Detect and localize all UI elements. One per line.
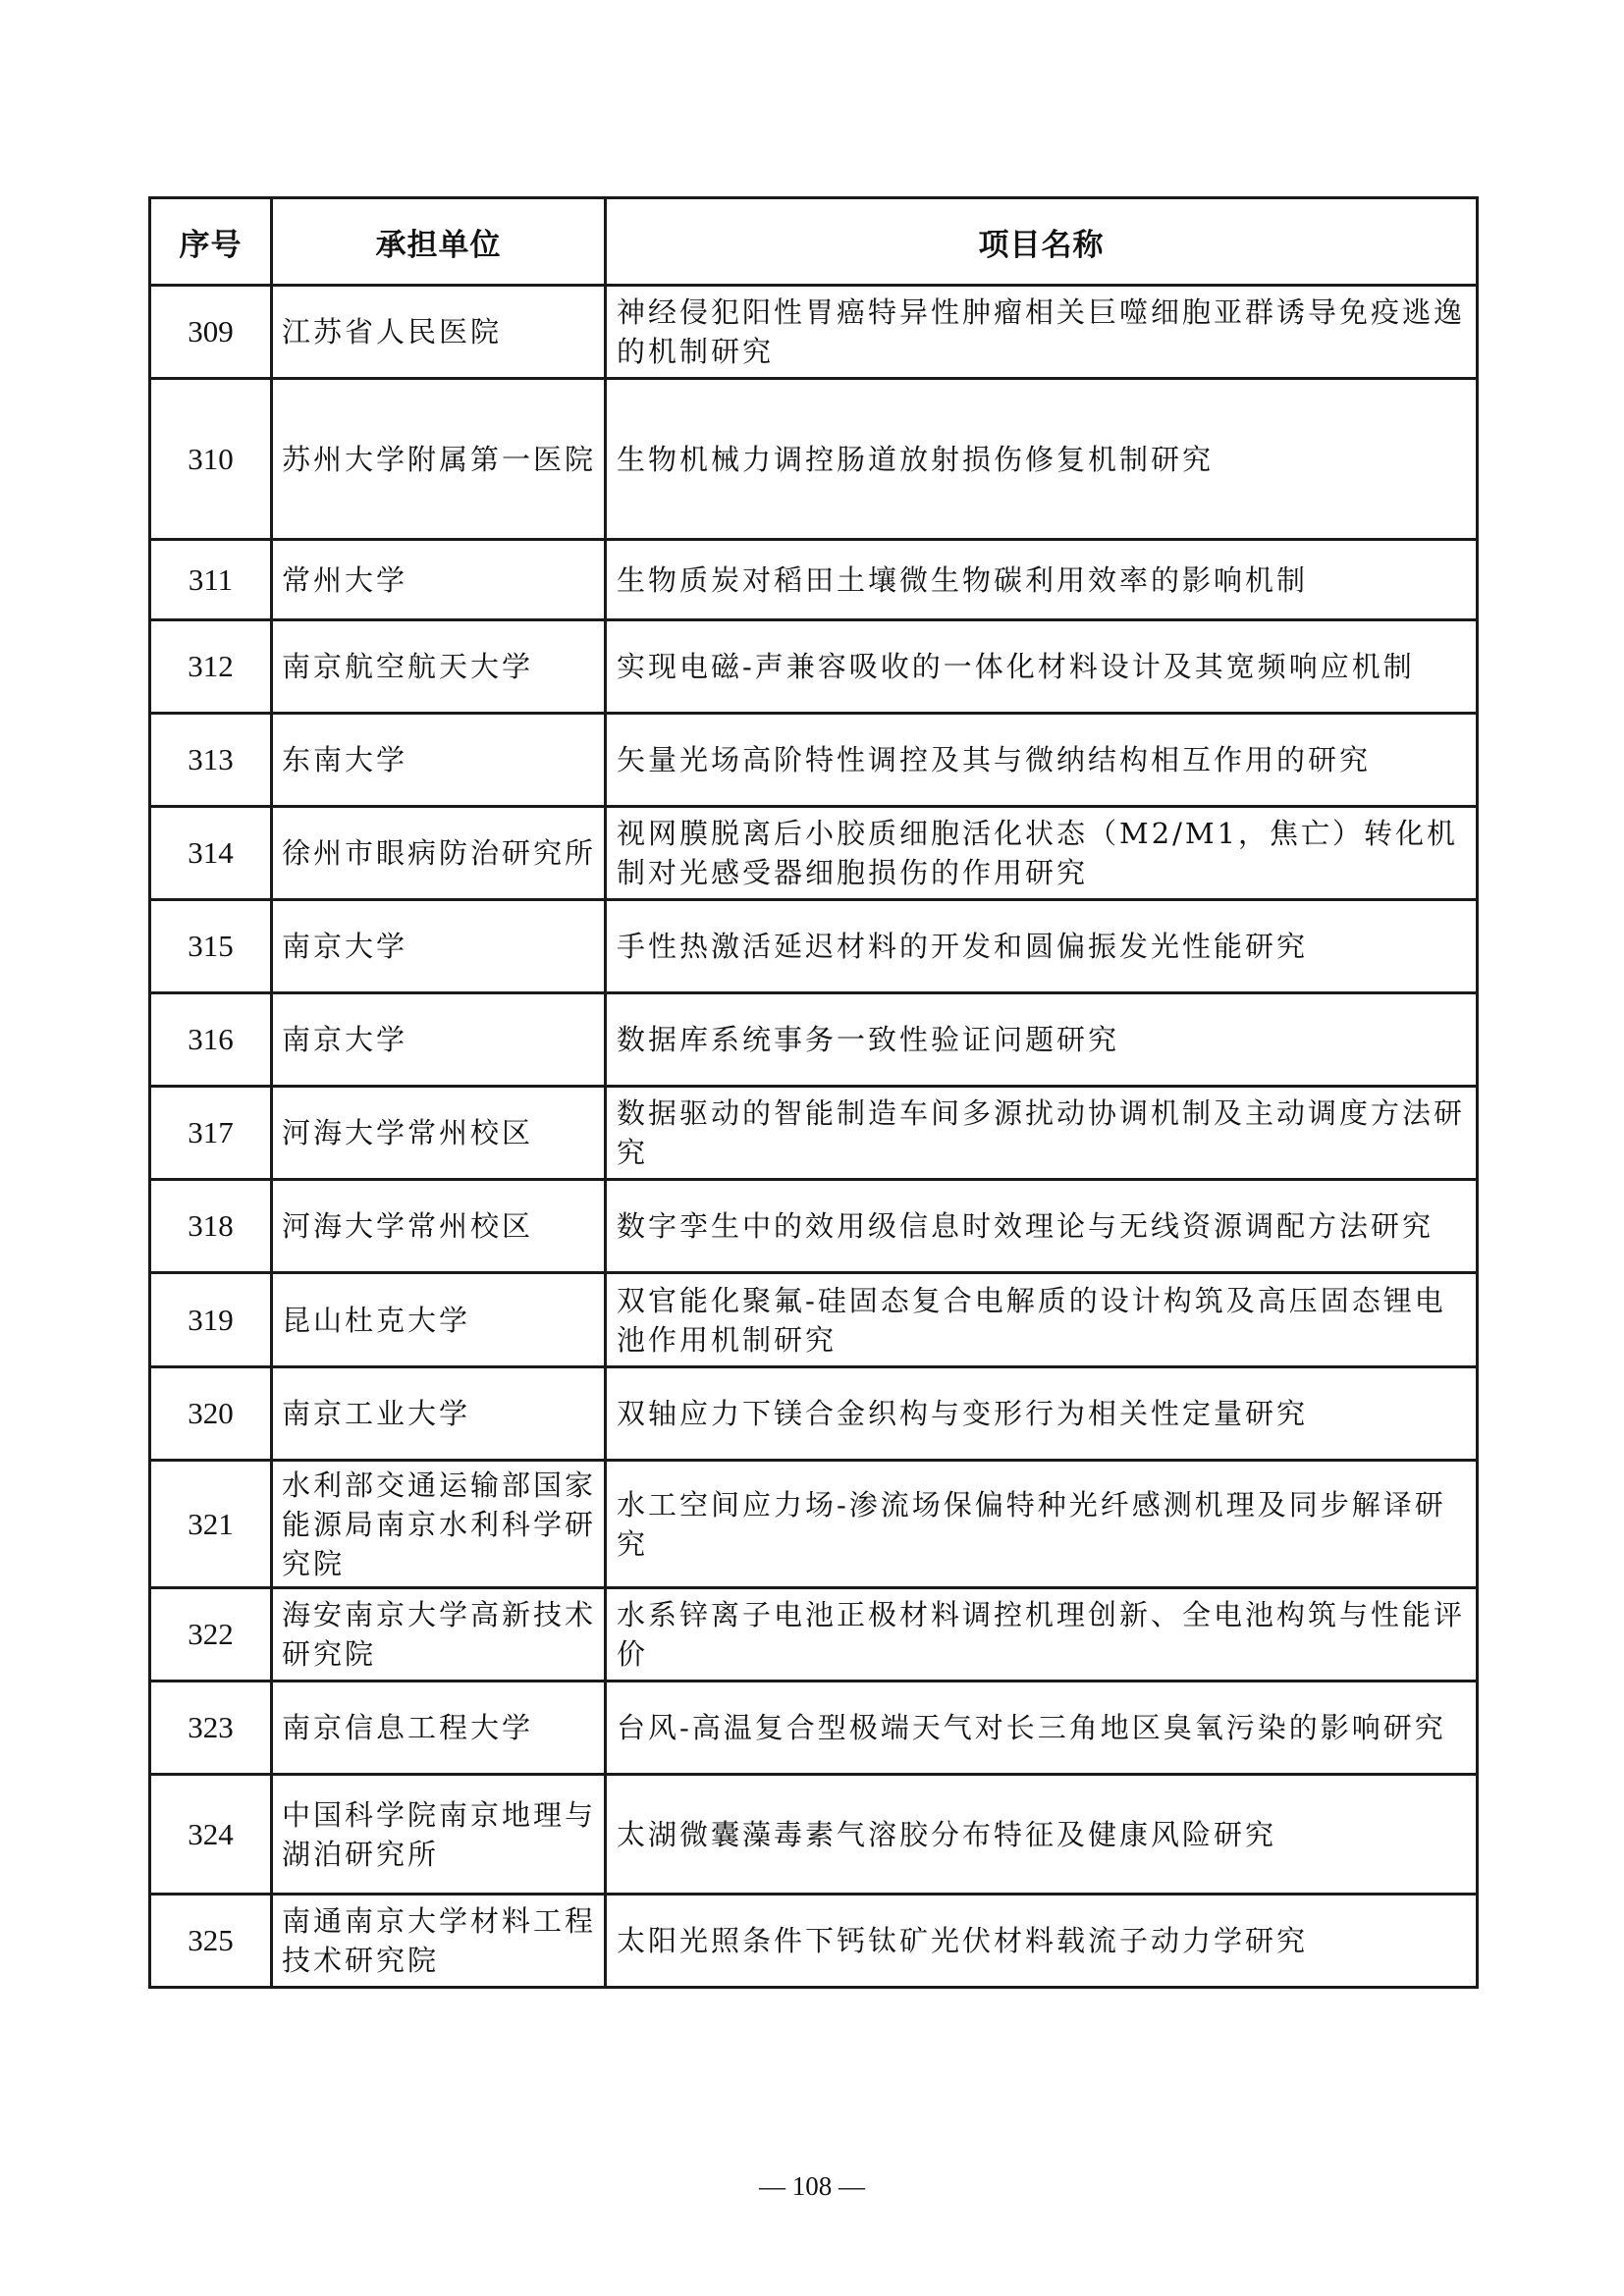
host-unit-cell: 南京工业大学 bbox=[272, 1367, 606, 1461]
table-row bbox=[150, 286, 1478, 379]
project-name-cell: 数据库系统事务一致性验证问题研究 bbox=[606, 993, 1478, 1087]
project-name-cell: 视网膜脱离后小胶质细胞活化状态（M2/M1，焦亡）转化机制对光感受器细胞损伤的作用研究 bbox=[606, 807, 1478, 900]
table-row bbox=[150, 993, 1478, 1087]
serial-number-cell: 313 bbox=[150, 714, 272, 807]
serial-number-cell: 324 bbox=[150, 1775, 272, 1895]
table-row bbox=[150, 1180, 1478, 1273]
host-unit-cell: 江苏省人民医院 bbox=[272, 286, 606, 379]
project-name-cell: 生物机械力调控肠道放射损伤修复机制研究 bbox=[606, 379, 1478, 540]
host-unit-cell: 徐州市眼病防治研究所 bbox=[272, 807, 606, 900]
project-name-cell: 数字孪生中的效用级信息时效理论与无线资源调配方法研究 bbox=[606, 1180, 1478, 1273]
serial-number-cell: 319 bbox=[150, 1273, 272, 1367]
table-row bbox=[150, 1895, 1478, 1988]
project-name-cell: 水系锌离子电池正极材料调控机理创新、全电池构筑与性能评价 bbox=[606, 1588, 1478, 1682]
host-unit-cell: 南京航空航天大学 bbox=[272, 620, 606, 714]
serial-number-cell: 322 bbox=[150, 1588, 272, 1682]
project-name-cell: 生物质炭对稻田土壤微生物碳利用效率的影响机制 bbox=[606, 540, 1478, 620]
table-row bbox=[150, 620, 1478, 714]
serial-number-cell: 315 bbox=[150, 900, 272, 993]
serial-number-cell: 310 bbox=[150, 379, 272, 540]
table-row bbox=[150, 379, 1478, 540]
host-unit-cell: 中国科学院南京地理与湖泊研究所 bbox=[272, 1775, 606, 1895]
host-unit-cell: 水利部交通运输部国家能源局南京水利科学研究院 bbox=[272, 1461, 606, 1588]
project-name-cell: 矢量光场高阶特性调控及其与微纳结构相互作用的研究 bbox=[606, 714, 1478, 807]
table-row bbox=[150, 714, 1478, 807]
host-unit-cell: 东南大学 bbox=[272, 714, 606, 807]
serial-number-cell: 312 bbox=[150, 620, 272, 714]
header-host-unit: 承担单位 bbox=[272, 198, 606, 286]
serial-number-cell: 309 bbox=[150, 286, 272, 379]
table-body bbox=[150, 286, 1478, 1988]
serial-number-cell: 314 bbox=[150, 807, 272, 900]
project-list-table bbox=[148, 196, 1479, 1989]
page-number: — 108 — bbox=[759, 2171, 865, 2201]
project-name-cell: 双官能化聚氟-硅固态复合电解质的设计构筑及高压固态锂电池作用机制研究 bbox=[606, 1273, 1478, 1367]
serial-number-cell: 311 bbox=[150, 540, 272, 620]
project-name-cell: 台风-高温复合型极端天气对长三角地区臭氧污染的影响研究 bbox=[606, 1682, 1478, 1775]
host-unit-cell: 海安南京大学高新技术研究院 bbox=[272, 1588, 606, 1682]
host-unit-cell: 南京大学 bbox=[272, 993, 606, 1087]
serial-number-cell: 323 bbox=[150, 1682, 272, 1775]
serial-number-cell: 325 bbox=[150, 1895, 272, 1988]
project-name-cell: 水工空间应力场-渗流场保偏特种光纤感测机理及同步解译研究 bbox=[606, 1461, 1478, 1588]
project-name-cell: 双轴应力下镁合金织构与变形行为相关性定量研究 bbox=[606, 1367, 1478, 1461]
project-name-cell: 手性热激活延迟材料的开发和圆偏振发光性能研究 bbox=[606, 900, 1478, 993]
table-row bbox=[150, 540, 1478, 620]
project-name-cell: 数据驱动的智能制造车间多源扰动协调机制及主动调度方法研究 bbox=[606, 1087, 1478, 1180]
host-unit-cell: 南通南京大学材料工程技术研究院 bbox=[272, 1895, 606, 1988]
table-row bbox=[150, 1775, 1478, 1895]
host-unit-cell: 昆山杜克大学 bbox=[272, 1273, 606, 1367]
host-unit-cell: 南京信息工程大学 bbox=[272, 1682, 606, 1775]
host-unit-cell: 苏州大学附属第一医院 bbox=[272, 379, 606, 540]
header-project-name: 项目名称 bbox=[606, 198, 1478, 286]
project-name-cell: 实现电磁-声兼容吸收的一体化材料设计及其宽频响应机制 bbox=[606, 620, 1478, 714]
project-name-cell: 太湖微囊藻毒素气溶胶分布特征及健康风险研究 bbox=[606, 1775, 1478, 1895]
table-row bbox=[150, 1588, 1478, 1682]
table-header-row bbox=[150, 198, 1478, 286]
table-row bbox=[150, 1273, 1478, 1367]
serial-number-cell: 317 bbox=[150, 1087, 272, 1180]
table-row bbox=[150, 807, 1478, 900]
project-name-cell: 太阳光照条件下钙钛矿光伏材料载流子动力学研究 bbox=[606, 1895, 1478, 1988]
serial-number-cell: 320 bbox=[150, 1367, 272, 1461]
serial-number-cell: 321 bbox=[150, 1461, 272, 1588]
serial-number-cell: 316 bbox=[150, 993, 272, 1087]
host-unit-cell: 南京大学 bbox=[272, 900, 606, 993]
table-row bbox=[150, 1087, 1478, 1180]
project-name-cell: 神经侵犯阳性胃癌特异性肿瘤相关巨噬细胞亚群诱导免疫逃逸的机制研究 bbox=[606, 286, 1478, 379]
host-unit-cell: 常州大学 bbox=[272, 540, 606, 620]
table-row bbox=[150, 1367, 1478, 1461]
table-row bbox=[150, 1461, 1478, 1588]
host-unit-cell: 河海大学常州校区 bbox=[272, 1087, 606, 1180]
serial-number-cell: 318 bbox=[150, 1180, 272, 1273]
header-serial-number: 序号 bbox=[150, 198, 272, 286]
table-row bbox=[150, 1682, 1478, 1775]
table-row bbox=[150, 900, 1478, 993]
host-unit-cell: 河海大学常州校区 bbox=[272, 1180, 606, 1273]
